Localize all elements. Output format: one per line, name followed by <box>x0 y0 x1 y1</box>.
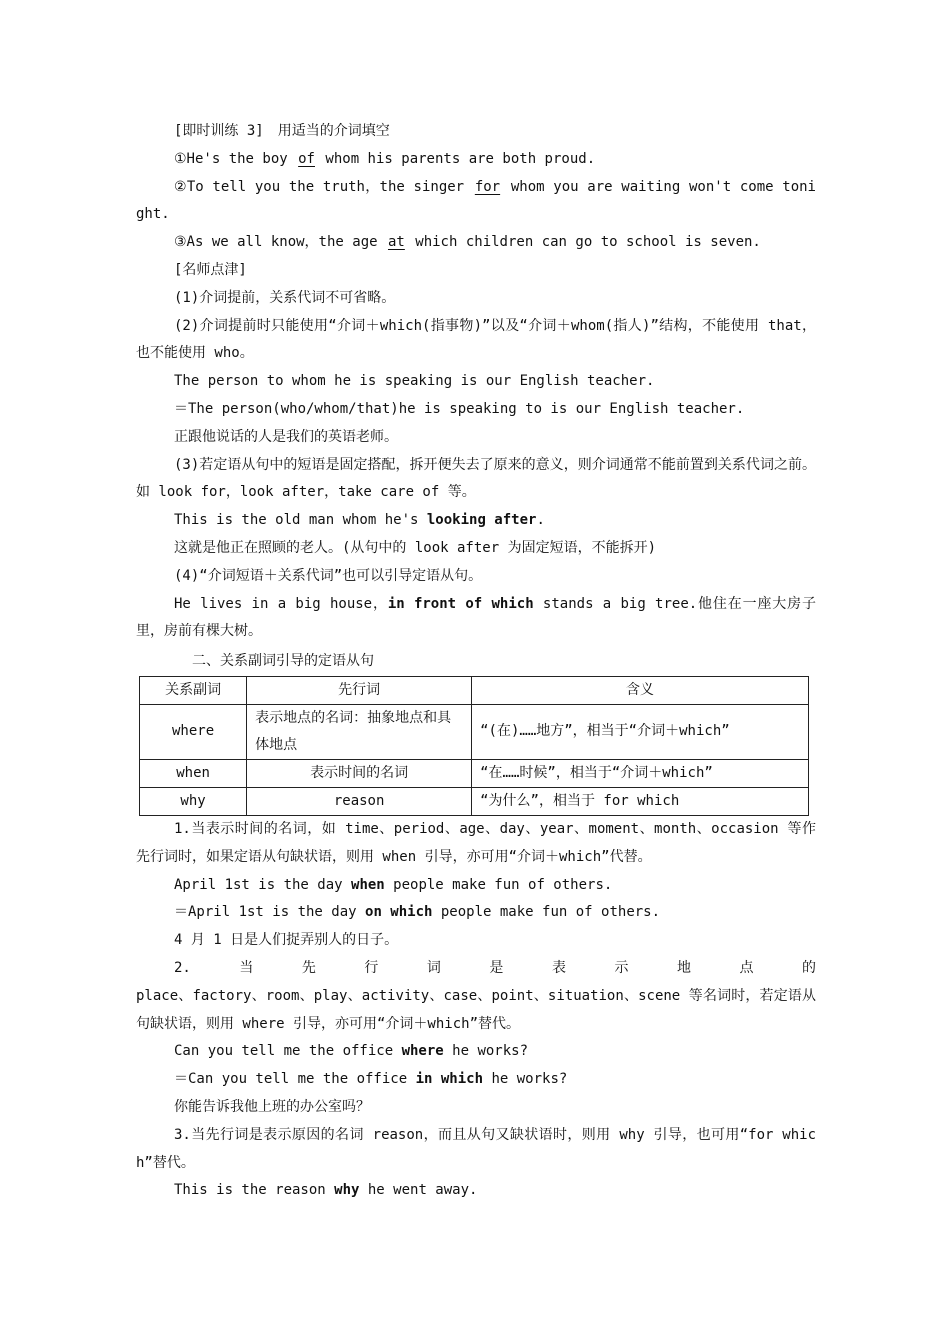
n1ex1-text-end: people make fun of others. <box>384 876 613 893</box>
tip-2: (2)介词提前时只能使用“介词＋which(指事物)”以及“介词＋whom(指人)”结构，不能使用 that，也不能使用 who。 <box>136 317 816 362</box>
tip-example-1: The person to whom he is speaking is our English teacher. <box>174 373 655 390</box>
ex6-text: He lives in a big house， <box>174 595 388 612</box>
table-cell: “在……时候”，相当于“介词＋which” <box>472 759 809 787</box>
drill-question-3 <box>136 229 816 257</box>
table-cell: where <box>140 704 247 759</box>
table-row <box>140 759 809 787</box>
tip-1: (1)介词提前，关系代词不可省略。 <box>174 289 396 306</box>
table-header: 先行词 <box>247 676 472 704</box>
tip-example-4 <box>136 507 816 535</box>
tip-example-6 <box>136 591 816 647</box>
q3-text: ③As we all know，the age <box>174 234 386 251</box>
q1-text: ①He's the boy <box>174 150 297 167</box>
ex4-bold: looking after <box>426 512 537 529</box>
relative-adverb-table <box>139 676 809 816</box>
table-row <box>140 704 809 759</box>
n2ex1-text-end: he works? <box>443 1043 529 1060</box>
n2ex2-text-end: he works? <box>483 1071 568 1088</box>
ex6-bold: in front of which <box>387 595 534 612</box>
n2ex2-text: ＝Can you tell me the office <box>174 1071 416 1088</box>
note-1-example-3: 4 月 1 日是人们捉弄别人的日子。 <box>174 932 399 949</box>
note-1-example-1 <box>136 872 816 900</box>
section-2-heading: 二、关系副词引导的定语从句 <box>192 653 374 670</box>
drill-question-2 <box>136 174 816 230</box>
n2ex1-bold: where <box>401 1043 444 1060</box>
table-cell: why <box>140 787 247 815</box>
q1-text-end: whom his parents are both proud. <box>316 150 596 167</box>
table-row <box>140 787 809 815</box>
tip-example-2: ＝The person(who/whom/that)he is speaking to is our English teacher. <box>174 400 745 417</box>
note-1-example-2 <box>136 899 816 927</box>
q2-answer: for <box>474 178 501 195</box>
tips-title: [名师点津] <box>174 261 247 278</box>
note-2-example-1 <box>136 1038 816 1066</box>
drill-title: [即时训练 3] 用适当的介词填空 <box>174 123 390 139</box>
q1-answer: of <box>298 150 315 167</box>
note-2-rest: place、factory、room、play、activity、case、point、situation、scene 等名词时，若定语从句缺状语，则用 where 引导，亦可用“介词＋which”替代。 <box>136 987 816 1032</box>
n1ex2-bold: on which <box>365 904 433 921</box>
table-header: 含义 <box>472 676 809 704</box>
note-2-first-line: 2.当先行词是表示地点的 <box>174 959 816 976</box>
note-3-example-1 <box>136 1177 816 1205</box>
q2-text-end: whom you are waiting won't come tonight. <box>136 178 816 223</box>
table-cell: “为什么”，相当于 for which <box>472 787 809 815</box>
q2-text: ②To tell you the truth，the singer <box>174 178 473 195</box>
table-cell: 表示地点的名词：抽象地点和具体地点 <box>247 704 472 759</box>
table-header-row <box>140 676 809 704</box>
q3-answer: at <box>387 234 405 251</box>
tip-4: (4)“介词短语＋关系代词”也可以引导定语从句。 <box>174 567 483 584</box>
document-page <box>136 118 816 1205</box>
tip-example-5: 这就是他正在照顾的老人。(从句中的 look after 为固定短语，不能拆开) <box>174 539 657 556</box>
ex6-text-end: stands a big tree.他住在一座大房子里，房前有棵大树。 <box>136 595 816 640</box>
n3ex1-text-end: he went away. <box>359 1182 478 1199</box>
n1ex2-text: ＝April 1st is the day <box>174 904 366 921</box>
n3ex1-text: This is the reason <box>174 1182 335 1199</box>
q3-text-end: which children can go to school is seven. <box>406 234 761 251</box>
n2ex1-text: Can you tell me the office <box>174 1043 402 1060</box>
note-2-example-2 <box>136 1066 816 1094</box>
n3ex1-bold: why <box>334 1182 360 1199</box>
n1ex2-text-end: people make fun of others. <box>432 904 661 921</box>
table-cell: when <box>140 759 247 787</box>
note-1: 1.当表示时间的名词，如 time、period、age、day、year、moment、month、occasion 等作先行词时，如果定语从句缺状语，则用 when 引导，亦可用“介词＋which”代替。 <box>136 820 816 865</box>
tip-example-3: 正跟他说话的人是我们的英语老师。 <box>174 428 398 445</box>
table-header: 关系副词 <box>140 676 247 704</box>
ex4-text: This is the old man whom he's <box>174 512 427 529</box>
note-2-example-3: 你能告诉我他上班的办公室吗？ <box>174 1098 370 1115</box>
tip-3: (3)若定语从句中的短语是固定搭配，拆开便失去了原来的意义，则介词通常不能前置到关系代词之前。如 look for，look after，take care of 等。 <box>136 456 816 501</box>
drill-question-1 <box>136 146 816 174</box>
ex4-text-end: . <box>536 512 545 529</box>
n2ex2-bold: in which <box>415 1071 484 1088</box>
table-cell: “(在)……地方”，相当于“介词＋which” <box>472 704 809 759</box>
n1ex1-bold: when <box>351 876 385 893</box>
table-cell: reason <box>247 787 472 815</box>
n1ex1-text: April 1st is the day <box>174 876 352 893</box>
note-3: 3.当先行词是表示原因的名词 reason，而且从句又缺状语时，则用 why 引导，也可用“for which”替代。 <box>136 1126 816 1171</box>
table-cell: 表示时间的名词 <box>247 759 472 787</box>
